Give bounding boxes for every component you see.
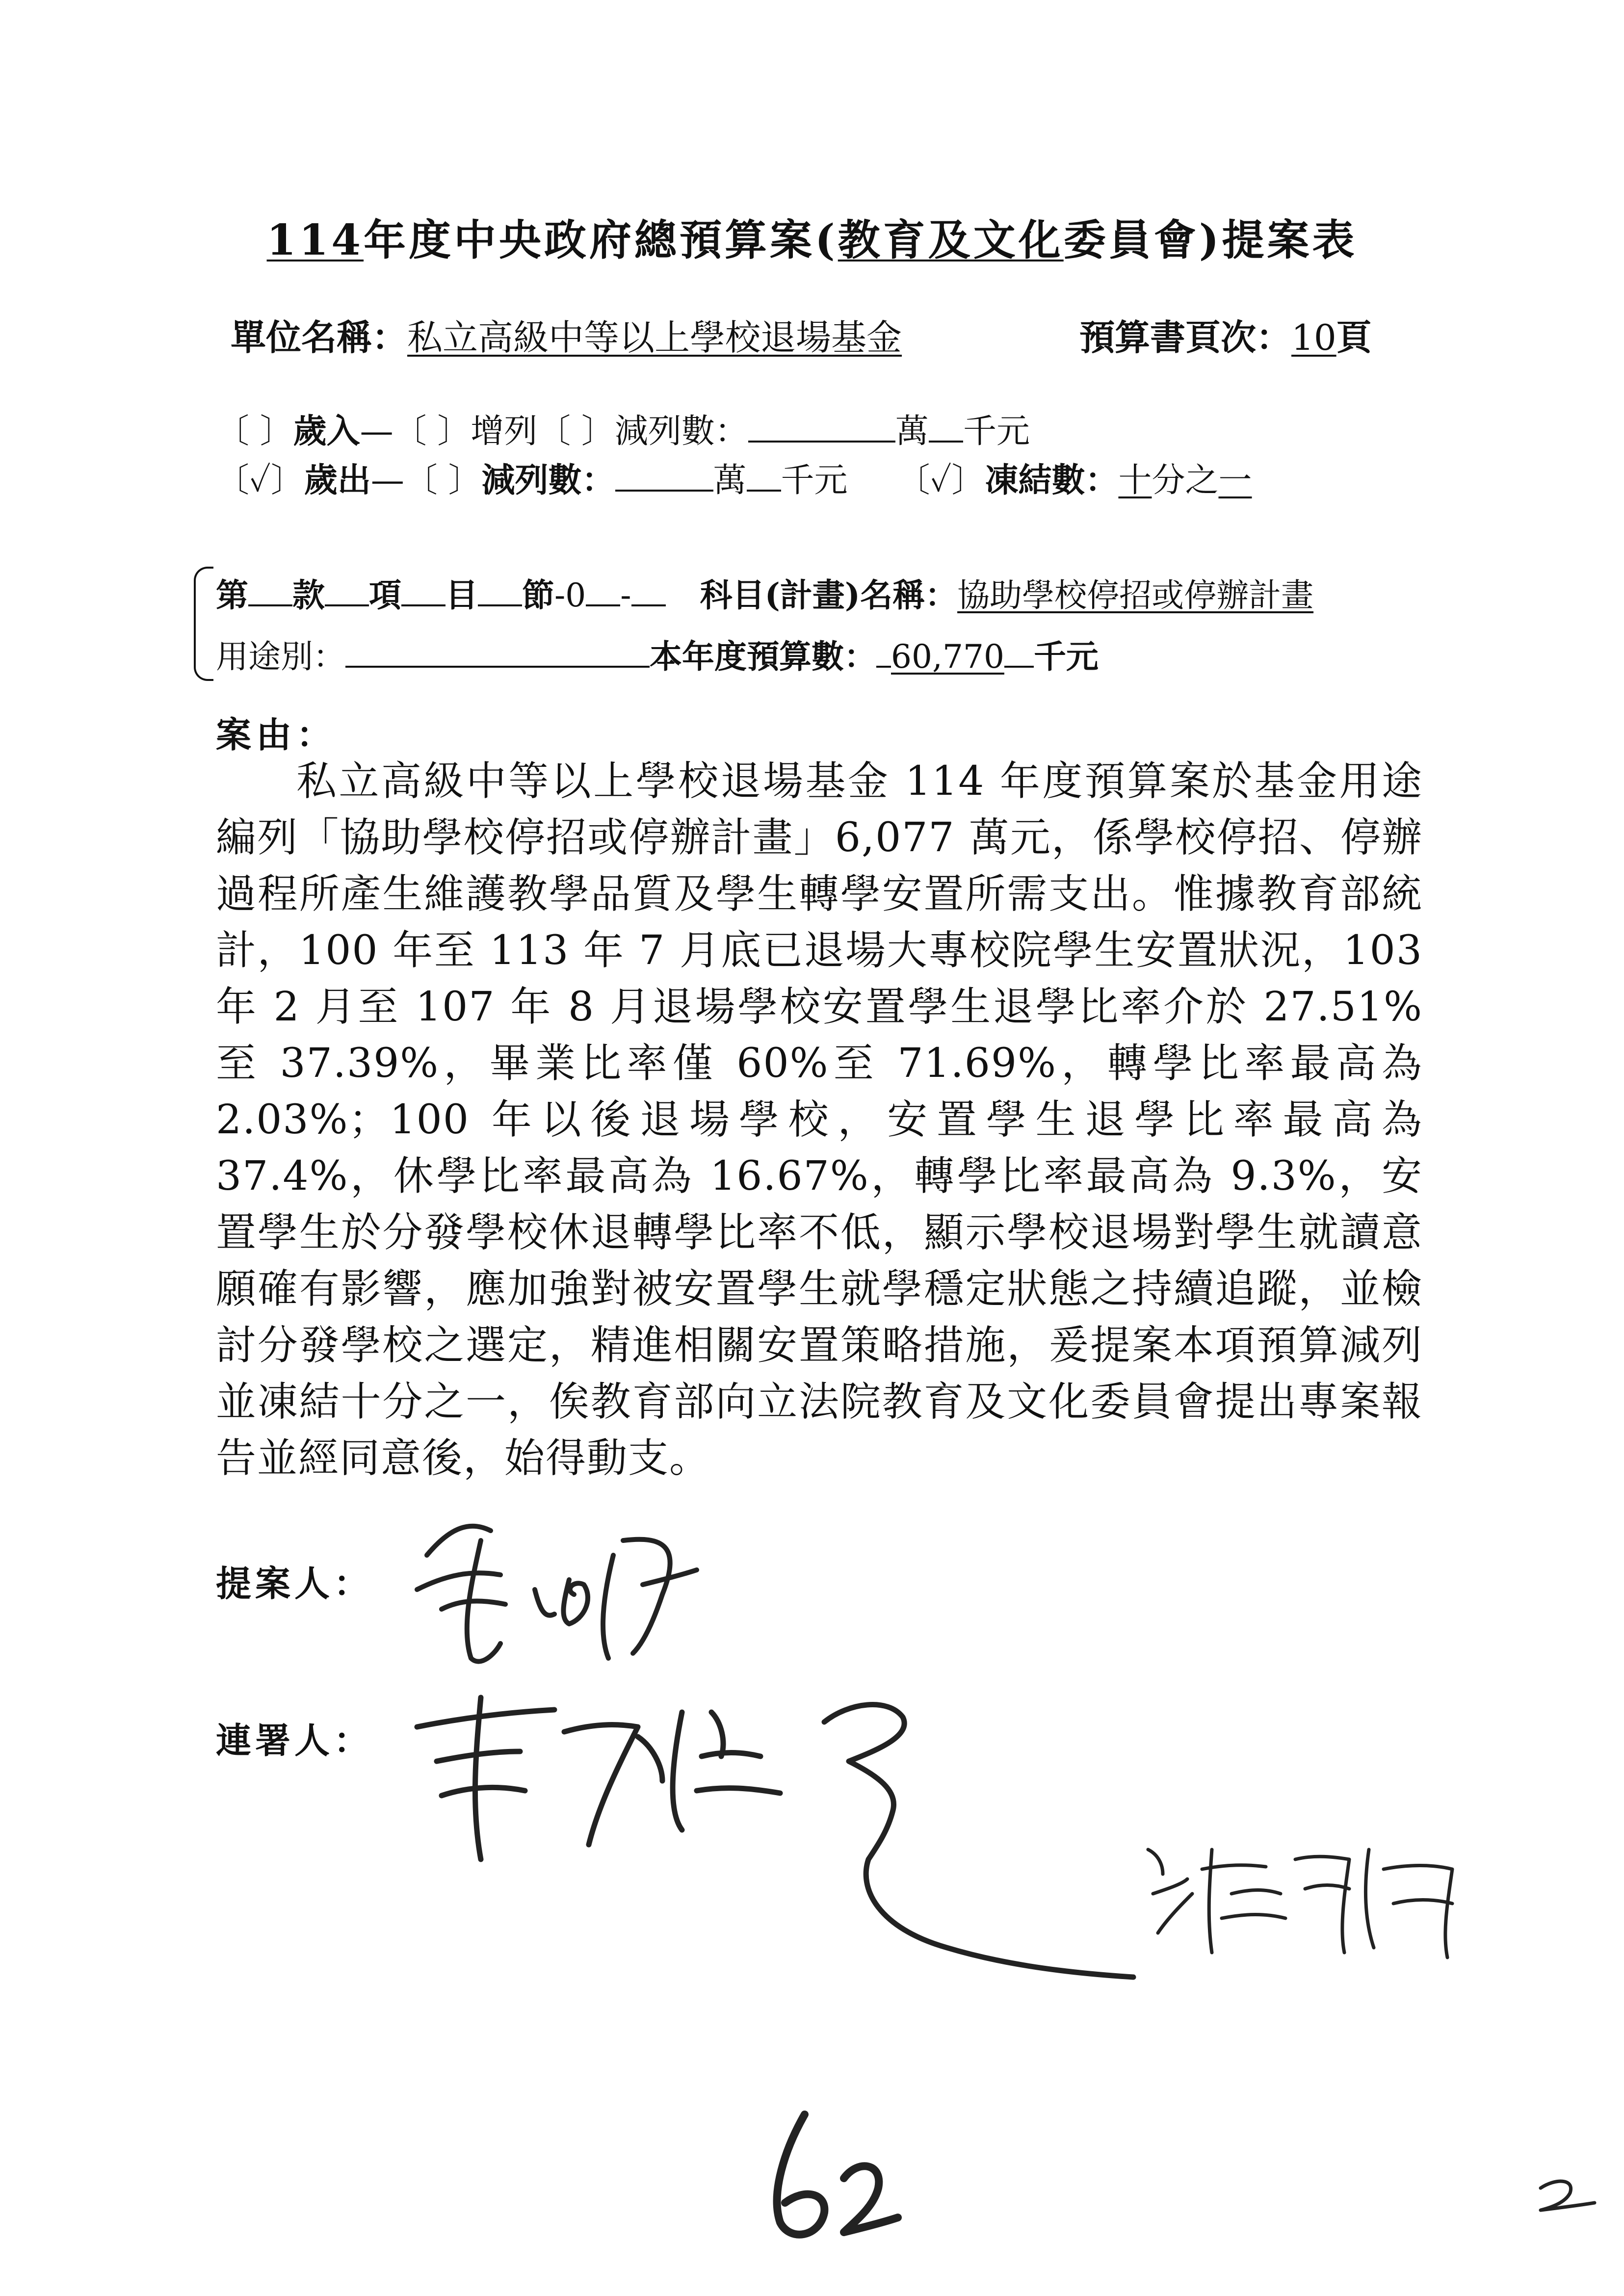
exp-qianyuan: 千元 bbox=[781, 461, 848, 500]
expenditure-line bbox=[216, 454, 1252, 501]
freeze-mid: 分之 bbox=[1152, 461, 1219, 500]
exp-decrease-label: 減列數： bbox=[481, 461, 615, 500]
revenue-dash: — bbox=[360, 412, 393, 451]
amount-value: 60,770 bbox=[891, 638, 1004, 676]
kuan-label: 款 bbox=[292, 576, 325, 614]
unit-value: 私立高級中等以上學校退場基金 bbox=[407, 317, 902, 358]
mu-blank bbox=[478, 575, 522, 606]
freeze-label: 凍結數： bbox=[985, 461, 1119, 500]
di-blank bbox=[248, 575, 292, 606]
revenue-line bbox=[216, 405, 1030, 452]
title-committee: 教育及文化 bbox=[838, 215, 1064, 265]
proposer-signature-strokes bbox=[388, 1496, 741, 1673]
reason-label: 案由： bbox=[216, 714, 337, 756]
revenue-qianyuan: 千元 bbox=[963, 412, 1030, 451]
cosigner-label: 連署人： bbox=[216, 1720, 373, 1761]
xiang-label: 項 bbox=[369, 576, 401, 614]
revenue-checkbox: 〔 〕 bbox=[216, 412, 293, 451]
reason-paragraph: 私立高級中等以上學校退場基金 114 年度預算案於基金用途編列「協助學校停招或停辦計畫」6,077 萬元，係學校停招、停辦過程所產生維護教學品質及學生轉學安置所需支出。惟據教育部統計，100 年至 113 年 7 月底已退場大專校院學生安置狀況，103 年 2 月至 107 年 8 月退場學校安置學生退學比率介於 27.51%至 37.39%，畢業比率僅 60%至 71.69%，轉學比率最高為 2.03%；100 年以後退場學校，安置學生退學比率最高為 37.4%，休學比率最高為 16.67%，轉學比率最高為 9.3%，安置學生於分發學校休退轉學比率不低，顯示學校退場對學生就讀意願確有影響，應加強對被安置學生就學穩定狀態之持續追蹤，並檢討分發學校之選定，精進相關安置策略措施，爰提案本項預算減列並凍結十分之一，俟教育部向立法院教育及文化委員會提出專案報告並經同意後，始得動支。 bbox=[216, 758, 1423, 1482]
unit-row bbox=[231, 309, 902, 360]
freeze-numerator: 十 bbox=[1118, 461, 1152, 500]
jie-dash: - bbox=[620, 576, 631, 614]
expenditure-dash: — bbox=[370, 461, 404, 500]
jie-blank-1 bbox=[586, 575, 620, 606]
increase-checkbox: 〔 〕 bbox=[393, 412, 471, 451]
mu-label: 目 bbox=[445, 576, 478, 614]
subject-value: 協助學校停招或停辦計畫 bbox=[957, 576, 1314, 614]
di-label: 第 bbox=[216, 576, 248, 614]
freeze-checkbox: 〔✓〕 bbox=[896, 461, 985, 500]
expenditure-label: 歲出 bbox=[304, 461, 371, 500]
increase-label: 增列 bbox=[471, 412, 538, 451]
xiang-blank bbox=[401, 575, 445, 606]
usage-blank bbox=[345, 637, 650, 668]
reason-body bbox=[216, 753, 1423, 1487]
title-year: 114 bbox=[266, 215, 364, 265]
title-before: 年度中央政府總預算案( bbox=[364, 215, 838, 265]
amount-label: 本年度預算數： bbox=[650, 637, 876, 676]
corner-mark bbox=[1531, 2168, 1599, 2219]
proposer-label: 提案人： bbox=[216, 1563, 373, 1604]
jie-value: -0 bbox=[554, 576, 586, 614]
page-title bbox=[0, 206, 1624, 267]
kuan-blank bbox=[325, 575, 369, 606]
decrease-checkbox: 〔 〕 bbox=[537, 412, 615, 451]
cosigner-signature-2-strokes bbox=[1138, 1820, 1482, 1967]
page-reference bbox=[1079, 309, 1372, 360]
freeze-denominator: 一 bbox=[1218, 461, 1252, 500]
page-unit: 頁 bbox=[1336, 316, 1372, 358]
proposer-signature bbox=[388, 1496, 741, 1675]
left-bracket bbox=[194, 567, 213, 681]
page-value: 10 bbox=[1291, 317, 1336, 358]
amount-unit: 千元 bbox=[1033, 637, 1099, 676]
handwritten-62-strokes bbox=[746, 2100, 903, 2247]
exp-wan-blank bbox=[615, 460, 713, 492]
exp-qian-blank bbox=[747, 460, 781, 492]
cosigner-signature-1 bbox=[407, 1683, 1143, 1989]
cosigner-signature-1-strokes bbox=[407, 1683, 1143, 1987]
revenue-wan: 萬 bbox=[895, 412, 929, 451]
cosigner-signature-2 bbox=[1138, 1820, 1482, 1969]
decrease-label: 減列數： bbox=[614, 412, 748, 451]
exp-wan: 萬 bbox=[713, 461, 747, 500]
revenue-wan-blank bbox=[748, 411, 895, 443]
title-after: 委員會)提案表 bbox=[1063, 215, 1358, 265]
unit-label: 單位名稱： bbox=[231, 316, 408, 358]
jie-blank-2 bbox=[631, 575, 666, 606]
usage-line bbox=[216, 630, 1099, 677]
revenue-qian-blank bbox=[929, 411, 963, 443]
exp-decrease-checkbox: 〔 〕 bbox=[404, 461, 482, 500]
subject-label: 科目(計畫)名稱： bbox=[700, 576, 958, 614]
usage-label: 用途別： bbox=[216, 638, 345, 676]
handwritten-page-number bbox=[746, 2100, 903, 2249]
revenue-label: 歲入 bbox=[293, 412, 360, 451]
page-label: 預算書頁次： bbox=[1079, 316, 1292, 358]
corner-mark-strokes bbox=[1531, 2168, 1599, 2218]
jie-label: 節 bbox=[522, 576, 554, 614]
expenditure-checkbox: 〔✓〕 bbox=[216, 461, 304, 500]
budget-item-line bbox=[216, 569, 1313, 616]
